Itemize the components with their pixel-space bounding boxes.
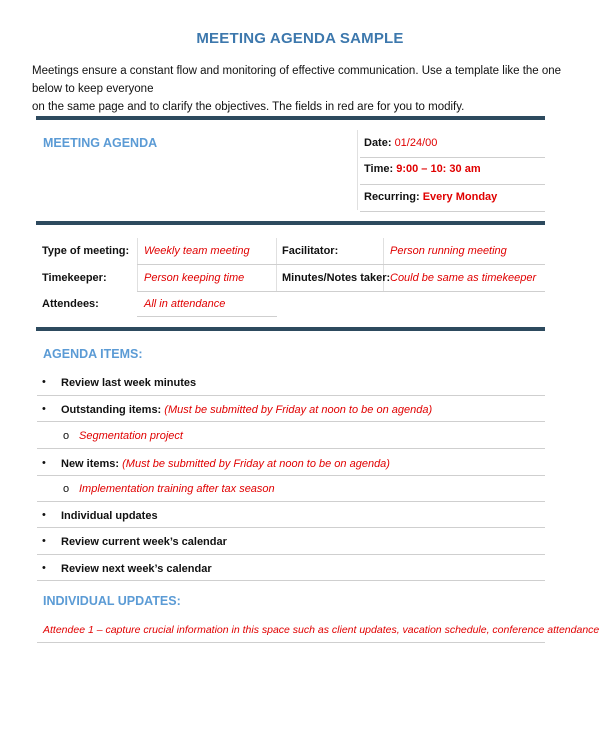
agenda-line-8 xyxy=(37,580,545,581)
timekeeper-label: Timekeeper: xyxy=(42,272,107,284)
recurring-underline xyxy=(360,211,545,212)
agenda-item-review-last-week: Review last week minutes xyxy=(61,377,197,389)
agenda-item-current-calendar: Review current week’s calendar xyxy=(61,536,227,548)
notes-taker-value[interactable]: Could be same as timekeeper xyxy=(390,272,537,284)
time-label: Time: xyxy=(364,163,397,175)
updates-line xyxy=(37,642,545,643)
intro-line-2: on the same page and to clarify the objectives. The fields in red are for you to modify. xyxy=(32,101,465,113)
agenda-line-7 xyxy=(37,554,545,555)
notes-taker-label: Minutes/Notes taker: xyxy=(282,272,391,284)
agenda-line-2 xyxy=(37,421,545,422)
attendees-label: Attendees: xyxy=(42,298,99,310)
time-value[interactable]: 9:00 – 10: 30 am xyxy=(396,163,481,175)
agenda-sub-bullet-1: o xyxy=(63,430,70,442)
agenda-bullet-2: • xyxy=(42,403,46,415)
details-divider-mid xyxy=(276,238,277,292)
agenda-subitem-implementation[interactable]: Implementation training after tax season xyxy=(79,483,275,495)
intro-paragraph xyxy=(32,62,577,116)
date-value[interactable]: 01/24/00 xyxy=(394,137,438,149)
agenda-item-outstanding xyxy=(61,404,432,416)
agenda-bullet-1: • xyxy=(42,376,46,388)
outstanding-note[interactable]: (Must be submitted by Friday at noon to be on agenda) xyxy=(164,404,433,416)
agenda-item-next-calendar: Review next week’s calendar xyxy=(61,563,212,575)
type-of-meeting-value[interactable]: Weekly team meeting xyxy=(144,245,250,257)
recurring-label: Recurring: xyxy=(364,191,423,203)
agenda-line-4 xyxy=(37,475,545,476)
timekeeper-value[interactable]: Person keeping time xyxy=(144,272,245,284)
details-divider-left xyxy=(137,238,138,292)
date-row xyxy=(364,137,437,149)
date-underline xyxy=(360,157,545,158)
agenda-line-1 xyxy=(37,395,545,396)
individual-updates-heading: INDIVIDUAL UPDATES: xyxy=(43,594,181,608)
agenda-bullet-3: • xyxy=(42,457,46,469)
agenda-items-heading: AGENDA ITEMS: xyxy=(43,347,143,361)
attendees-value[interactable]: All in attendance xyxy=(144,298,226,310)
details-row2-line xyxy=(137,291,545,292)
date-label: Date: xyxy=(364,137,395,149)
top-divider-bar xyxy=(36,116,545,120)
agenda-bullet-5: • xyxy=(42,535,46,547)
agenda-item-new xyxy=(61,458,390,470)
agenda-item-individual-updates: Individual updates xyxy=(61,510,158,522)
time-underline xyxy=(360,184,545,185)
agenda-line-5 xyxy=(37,501,545,502)
facilitator-value[interactable]: Person running meeting xyxy=(390,245,507,257)
agenda-line-3 xyxy=(37,448,545,449)
time-row xyxy=(364,163,481,175)
intro-line-1: Meetings ensure a constant flow and monitoring of effective communication. Use a template like the one below to keep everyone xyxy=(32,65,562,95)
agenda-bullet-4: • xyxy=(42,509,46,521)
agenda-line-6 xyxy=(37,527,545,528)
new-items-label: New items: xyxy=(61,458,123,470)
new-items-note[interactable]: (Must be submitted by Friday at noon to be on agenda) xyxy=(122,458,390,470)
agenda-sub-bullet-2: o xyxy=(63,483,70,495)
recurring-row xyxy=(364,191,497,203)
agenda-subitem-segmentation[interactable]: Segmentation project xyxy=(79,430,183,442)
agenda-bullet-6: • xyxy=(42,562,46,574)
individual-updates-text[interactable]: Attendee 1 – capture crucial information in this space such as client updates, vacation schedule, conference attendance xyxy=(43,624,600,636)
agenda-divider-bar xyxy=(36,327,545,331)
type-of-meeting-label: Type of meeting: xyxy=(42,245,130,257)
recurring-value[interactable]: Every Monday xyxy=(422,191,498,203)
outstanding-label: Outstanding items: xyxy=(61,404,165,416)
details-divider-bar xyxy=(36,221,545,225)
header-column-divider xyxy=(357,130,358,210)
page-title: MEETING AGENDA SAMPLE xyxy=(196,30,404,47)
details-row1-line xyxy=(137,264,545,265)
facilitator-label: Facilitator: xyxy=(282,245,339,257)
attendees-underline xyxy=(137,316,277,317)
meeting-agenda-heading: MEETING AGENDA xyxy=(43,136,158,150)
